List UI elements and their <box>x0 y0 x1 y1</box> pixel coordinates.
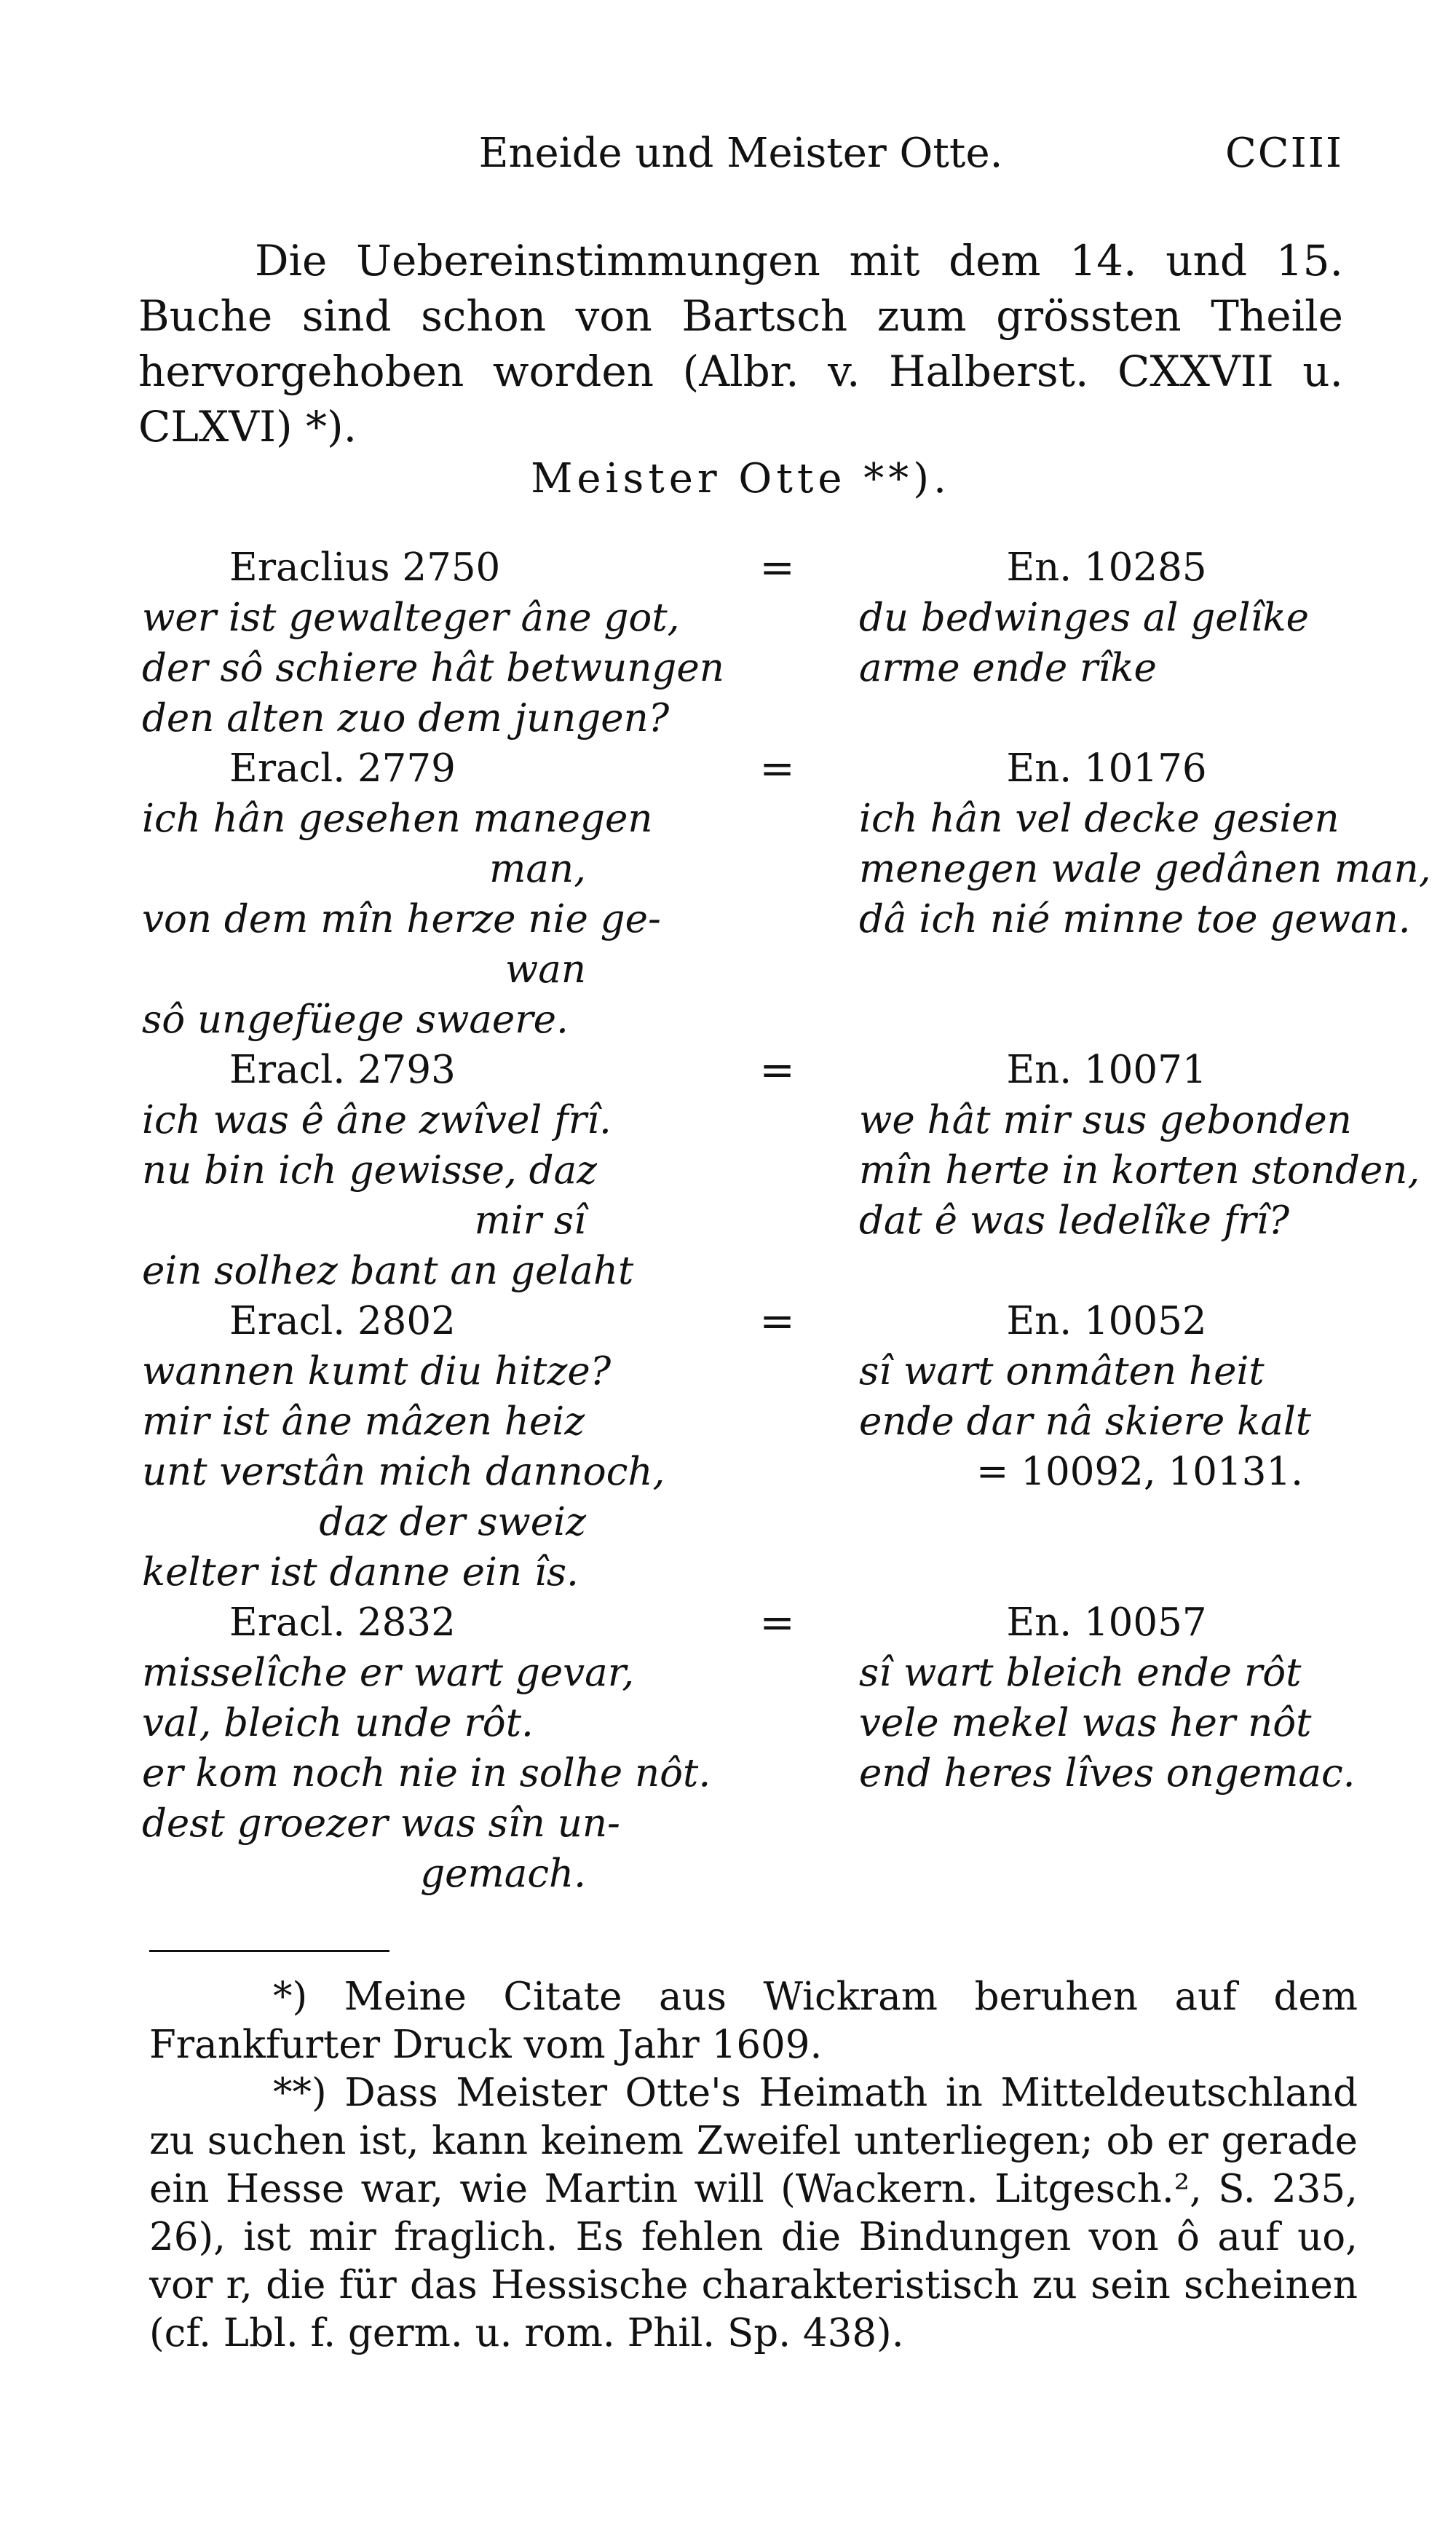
eneide-reference: En. 10052 <box>1006 1299 1207 1343</box>
eneide-verse-line: ende dar nâ skiere kalt <box>859 1399 1312 1444</box>
equals-sign: = <box>759 1296 795 1346</box>
eraclius-reference: Eracl. 2802 <box>229 1299 456 1343</box>
eneide-verse-line: ich hân vel decke gesien <box>859 797 1340 841</box>
eraclius-verse-line: mir ist âne mâzen heiz <box>142 1399 585 1444</box>
eraclius-verse-line: wer ist gewalteger âne got, <box>142 596 680 640</box>
eneide-reference: En. 10176 <box>1006 746 1207 791</box>
eneide-column <box>859 1597 1354 1798</box>
eraclius-verse-line: der sô schiere hât betwungen <box>142 646 724 690</box>
eneide-verse-line: mîn herte in korten stonden, <box>859 1148 1420 1193</box>
eraclius-reference: Eracl. 2793 <box>229 1048 456 1092</box>
eneide-column <box>859 542 1354 693</box>
eraclius-verse-line: ich was ê âne zwîvel frî. <box>142 1098 612 1142</box>
equals-sign: = <box>759 743 795 793</box>
parallel-block <box>142 542 1354 743</box>
footnote-2: **) Dass Meister Otte's Heimath in Mitteldeutschland zu suchen ist, kann keinem Zweifel unterliegen; ob er gerade ein Hesse war, wie Martin will (Wackern. Litgesch.², S. 235, 26), ist mir fraglich. Es fehlen die Bindungen von ô auf uo, vor r, die für das Hessische charakteristisch zu sein scheinen (cf. Lbl. f. germ. u. rom. Phil. Sp. 438). <box>149 2071 1358 2355</box>
eneide-verse-line: arme ende rîke <box>859 646 1157 690</box>
eraclius-verse-line: wannen kumt diu hitze? <box>142 1349 612 1394</box>
parallel-passages <box>142 542 1431 1899</box>
eneide-extra-reference: = 10092, 10131. <box>976 1450 1303 1494</box>
running-head <box>138 130 1343 181</box>
eraclius-column <box>142 1597 711 1899</box>
eraclius-reference: Eraclius 2750 <box>229 545 501 590</box>
intro-text: Die Uebereinstimmungen mit dem 14. und 15. Buche sind schon von Bartsch zum grössten Theile hervorgehoben worden (Albr. v. Halberst. CXXVII u. CLXVI) *). <box>138 236 1343 451</box>
parallel-block <box>142 1597 1354 1899</box>
parallel-block <box>142 1296 1354 1597</box>
eneide-verse-line: vele mekel was her nôt <box>859 1701 1312 1745</box>
eraclius-verse-line: den alten zuo dem jungen? <box>142 696 670 740</box>
eraclius-verse-line: nu bin ich gewisse, daz <box>142 1148 598 1193</box>
eneide-column <box>859 743 1431 944</box>
parallel-block <box>142 743 1431 1045</box>
eraclius-verse-line: gemach. <box>420 1852 586 1896</box>
eraclius-verse-line: unt verstân mich dannoch, <box>142 1450 665 1494</box>
eneide-verse-line: end heres lîves ongemac. <box>859 1751 1356 1796</box>
eraclius-verse-line: val, bleich unde rôt. <box>142 1701 534 1745</box>
footnotes <box>149 1973 1358 2358</box>
eraclius-verse-line: kelter ist danne ein îs. <box>142 1550 579 1595</box>
eraclius-column <box>142 1296 695 1597</box>
eneide-reference: En. 10057 <box>1006 1600 1207 1645</box>
eraclius-verse-line: von dem mîn herze nie ge- <box>142 897 661 941</box>
equals-sign: = <box>759 542 795 592</box>
eraclius-verse-line: ein solhez bant an gelaht <box>142 1249 634 1293</box>
intro-paragraph <box>138 233 1343 454</box>
eraclius-reference: Eracl. 2832 <box>229 1600 456 1645</box>
eneide-column <box>859 1296 1354 1497</box>
eneide-column <box>859 1045 1420 1246</box>
eneide-verse-line: du bedwinges al gelîke <box>859 596 1309 640</box>
eneide-reference: En. 10071 <box>1006 1048 1207 1092</box>
eraclius-verse-line: sô ungefüege swaere. <box>142 998 569 1042</box>
eneide-verse-line: sî wart onmâten heit <box>859 1349 1265 1394</box>
eraclius-verse-line: misselîche er wart gevar, <box>142 1651 635 1695</box>
section-heading: Meister Otte **). <box>531 455 951 502</box>
eraclius-verse-line: wan <box>505 947 586 992</box>
eraclius-verse-line: mir sî <box>474 1198 586 1243</box>
eraclius-column <box>142 1045 695 1296</box>
running-title: Eneide und Meister Otte. <box>478 130 1003 177</box>
eneide-verse-line: sî wart bleich ende rôt <box>859 1651 1302 1695</box>
equals-sign: = <box>759 1597 795 1647</box>
footnote-rule <box>149 1950 389 1952</box>
footnote-1: *) Meine Citate aus Wickram beruhen auf dem Frankfurter Druck vom Jahr 1609. <box>149 1975 1358 2067</box>
eraclius-verse-line: man, <box>489 847 586 891</box>
eraclius-verse-line: daz der sweiz <box>319 1500 586 1544</box>
page-number: CCIII <box>1224 130 1343 177</box>
eraclius-column <box>142 743 695 1045</box>
eneide-reference: En. 10285 <box>1006 545 1207 590</box>
eneide-verse-line: we hât mir sus gebonden <box>859 1098 1352 1142</box>
eraclius-verse-line: ich hân gesehen manegen <box>142 797 653 841</box>
eraclius-column <box>142 542 724 743</box>
eraclius-verse-line: er kom noch nie in solhe nôt. <box>142 1751 711 1796</box>
parallel-block <box>142 1045 1420 1296</box>
eraclius-verse-line: dest groezer was sîn un- <box>142 1801 620 1846</box>
equals-sign: = <box>759 1045 795 1094</box>
eneide-verse-line: dat ê was ledelîke frî? <box>859 1198 1290 1243</box>
eneide-verse-line: dâ ich nié minne toe gewan. <box>859 897 1411 941</box>
eneide-verse-line: menegen wale gedânen man, <box>859 847 1431 891</box>
eraclius-reference: Eracl. 2779 <box>229 746 456 791</box>
